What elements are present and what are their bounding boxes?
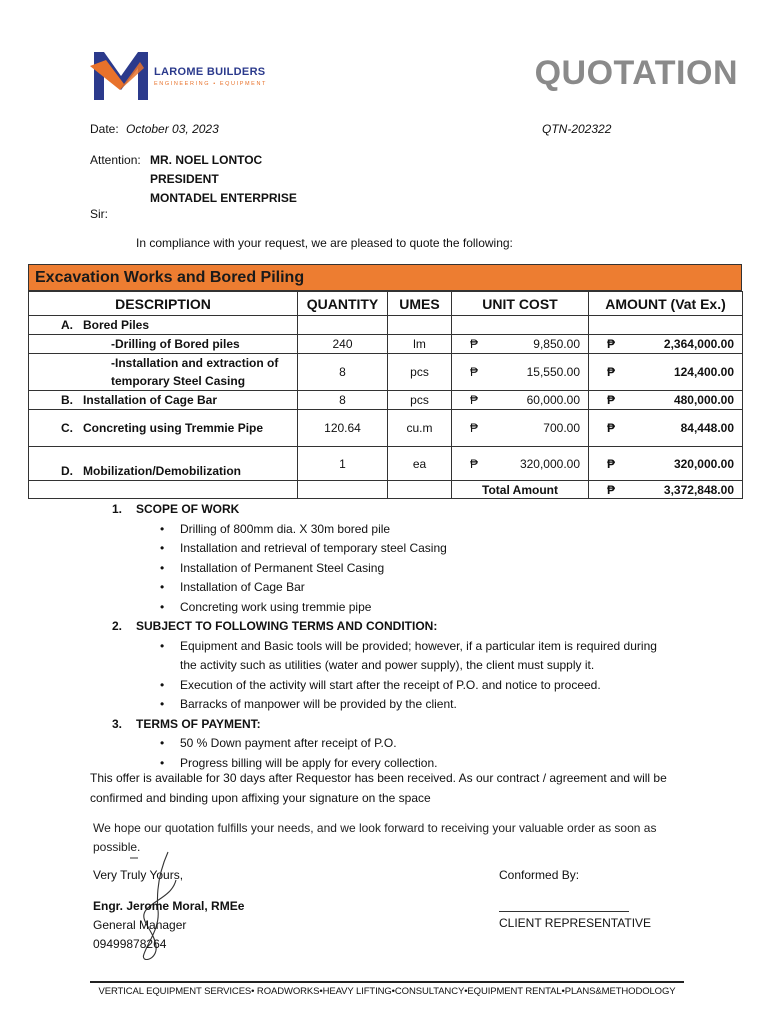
item-quantity: 120.64 xyxy=(298,410,388,447)
item-quantity: 240 xyxy=(298,335,388,354)
item-description: Concreting using Tremmie Pipe xyxy=(83,421,264,435)
item-unit-cost: 15,550.00 xyxy=(526,365,580,379)
signer-block xyxy=(93,897,244,954)
item-unit-cost: 60,000.00 xyxy=(526,393,580,407)
client-representative: CLIENT REPRESENTATIVE xyxy=(499,916,652,930)
peso-sign: ₱ xyxy=(607,482,616,497)
footer-services: VERTICAL EQUIPMENT SERVICES• ROADWORKS•HEAVY LIFTING•CONSULTANCY•EQUIPMENT RENTAL•PLANS&METHODOLOGY xyxy=(98,986,676,997)
item-amount: 320,000.00 xyxy=(673,456,734,471)
item-letter: B. xyxy=(61,393,73,407)
header-amount: AMOUNT (Vat Ex.) xyxy=(589,292,743,316)
list-item: • Drilling of 800mm dia. X 30m bored pile xyxy=(90,520,690,540)
item-description: -Drilling of Bored piles xyxy=(29,335,298,354)
quotation-number: QTN-202322 xyxy=(542,122,612,136)
header-quantity: QUANTITY xyxy=(298,292,388,316)
item-amount: 84,448.00 xyxy=(680,421,734,435)
list-item: • Barracks of manpower will be provided by the client. xyxy=(90,695,690,715)
attention-label: Attention: xyxy=(90,153,141,167)
peso-sign: ₱ xyxy=(607,456,616,471)
item-letter: D. xyxy=(61,464,73,478)
item-amount: 124,400.00 xyxy=(673,365,734,379)
table-title: Excavation Works and Bored Piling xyxy=(28,264,742,291)
item-quantity: 8 xyxy=(298,391,388,410)
item-umes: pcs xyxy=(388,354,452,391)
list-item: • Equipment and Basic tools will be provided; however, if a particular item is required during the activity such as utilities (water and power supply), the client must supply it. xyxy=(90,637,670,676)
conformed-by-label: Conformed By: xyxy=(499,868,580,882)
list-item: • Concreting work using tremmie pipe xyxy=(90,598,690,618)
company-tagline: ENGINEERING • EQUIPMENT xyxy=(154,81,267,87)
peso-sign: ₱ xyxy=(607,421,616,435)
attention-company: MONTADEL ENTERPRISE xyxy=(150,191,297,205)
item-umes: cu.m xyxy=(388,410,452,447)
item-letter: A. xyxy=(61,318,73,332)
closing-text: We hope our quotation fulfills your needs, and we look forward to receiving your valuable order as soon as possible. xyxy=(93,821,657,854)
signer-title: General Manager xyxy=(93,918,187,932)
peso-sign: ₱ xyxy=(607,365,616,379)
header-description: DESCRIPTION xyxy=(29,292,298,316)
list-item: • Installation of Cage Bar xyxy=(90,578,690,598)
item-letter: C. xyxy=(61,421,73,435)
section-title: SUBJECT TO FOLLOWING TERMS AND CONDITION: xyxy=(136,619,438,633)
item-unit-cost: 9,850.00 xyxy=(533,337,580,351)
item-umes: pcs xyxy=(388,391,452,410)
item-description: Installation of Cage Bar xyxy=(83,393,218,407)
footer-divider xyxy=(90,981,684,983)
total-amount: 3,372,848.00 xyxy=(663,482,734,497)
table-row xyxy=(29,354,743,391)
section-title: SCOPE OF WORK xyxy=(136,502,240,516)
peso-sign: ₱ xyxy=(470,365,479,379)
peso-sign: ₱ xyxy=(470,337,479,351)
item-description: -Installation and extraction of temporary Steel Casing xyxy=(29,354,298,391)
intro-text: In compliance with your request, we are pleased to quote the following: xyxy=(136,236,513,250)
company-logo xyxy=(90,46,280,102)
table-row xyxy=(29,335,743,354)
date-line xyxy=(90,122,219,136)
list-item: • Installation and retrieval of temporary steel Casing xyxy=(90,539,690,559)
table-row xyxy=(29,410,743,447)
list-item: • Progress billing will be apply for every collection. xyxy=(90,754,690,774)
terms-section xyxy=(90,500,690,773)
peso-sign: ₱ xyxy=(607,393,616,407)
peso-sign: ₱ xyxy=(470,456,479,471)
item-umes: lm xyxy=(388,335,452,354)
item-unit-cost: 320,000.00 xyxy=(519,456,580,471)
date-value: October 03, 2023 xyxy=(126,122,219,136)
total-label: Total Amount xyxy=(452,481,589,499)
list-item: • Installation of Permanent Steel Casing xyxy=(90,559,690,579)
offer-validity: This offer is available for 30 days after Requestor has been received. As our contract / agreement and will be confirmed and binding upon affixing your signature on the space xyxy=(90,771,667,805)
item-unit-cost: 700.00 xyxy=(543,421,580,435)
table-header-row xyxy=(29,292,743,316)
table-row xyxy=(29,316,743,335)
complimentary-close: Very Truly Yours, xyxy=(93,868,184,882)
item-description: Bored Piles xyxy=(83,318,150,332)
section-number: 3. xyxy=(112,716,123,731)
salutation: Sir: xyxy=(90,207,108,221)
list-item: • Execution of the activity will start after the receipt of P.O. and notice to proceed. xyxy=(90,676,690,696)
item-quantity: 1 xyxy=(298,447,388,481)
attention-block xyxy=(90,151,297,208)
table-row xyxy=(29,391,743,410)
company-name: LAROME BUILDERS xyxy=(154,66,266,78)
total-row xyxy=(29,481,743,499)
peso-sign: ₱ xyxy=(607,337,616,351)
table-row xyxy=(29,447,743,481)
item-amount: 480,000.00 xyxy=(673,393,734,407)
attention-position: PRESIDENT xyxy=(150,172,219,186)
section-title: TERMS OF PAYMENT: xyxy=(136,716,261,731)
section-number: 2. xyxy=(112,619,123,633)
list-item: • 50 % Down payment after receipt of P.O. xyxy=(90,734,690,754)
quotation-table xyxy=(28,264,742,499)
item-description: Mobilization/Demobilization xyxy=(83,464,241,478)
item-quantity: 8 xyxy=(298,354,388,391)
section-number: 1. xyxy=(112,502,123,516)
signature-line xyxy=(499,911,629,912)
peso-sign: ₱ xyxy=(470,421,479,435)
header-umes: UMES xyxy=(388,292,452,316)
logo-m-icon xyxy=(90,46,152,102)
signer-phone: 09499878264 xyxy=(93,937,167,951)
peso-sign: ₱ xyxy=(470,393,479,407)
signer-name: Engr. Jerome Moral, RMEe xyxy=(93,899,245,913)
item-umes: ea xyxy=(388,447,452,481)
document-title: QUOTATION xyxy=(534,54,738,92)
header-unit-cost: UNIT COST xyxy=(452,292,589,316)
attention-name: MR. NOEL LONTOC xyxy=(150,153,263,167)
date-label: Date: xyxy=(90,122,119,136)
item-amount: 2,364,000.00 xyxy=(663,337,734,351)
